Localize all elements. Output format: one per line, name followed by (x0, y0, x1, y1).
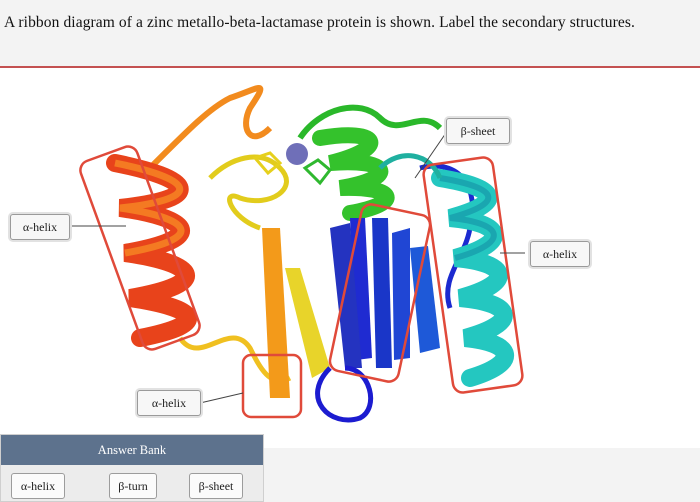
answer-chip-beta-sheet[interactable]: β-sheet (189, 473, 243, 499)
teal-loop (380, 156, 440, 178)
answer-bank (0, 434, 264, 502)
label-box-right-helix[interactable]: α-helix (530, 241, 590, 267)
question-text: A ribbon diagram of a zinc metallo-beta-lactamase protein is shown. Label the secondary structures. (4, 14, 635, 31)
green-helix-coil (320, 135, 387, 213)
label-box-bottom-helix[interactable]: α-helix (137, 390, 201, 416)
leader-line-bottom (200, 393, 243, 403)
answer-chip-alpha-helix[interactable]: α-helix (11, 473, 65, 499)
yellow-strand (285, 268, 330, 378)
side-chain-green (305, 160, 330, 183)
label-box-beta-sheet[interactable]: β-sheet (446, 118, 510, 144)
zinc-ion (286, 143, 308, 165)
answer-chip-beta-turn[interactable]: β-turn (109, 473, 157, 499)
blue-beta-sheet (330, 218, 440, 368)
ribbon-diagram-image (0, 68, 700, 448)
label-box-left-helix[interactable]: α-helix (10, 214, 70, 240)
protein-figure-panel (0, 66, 700, 448)
answer-bank-title: Answer Bank (1, 435, 263, 465)
